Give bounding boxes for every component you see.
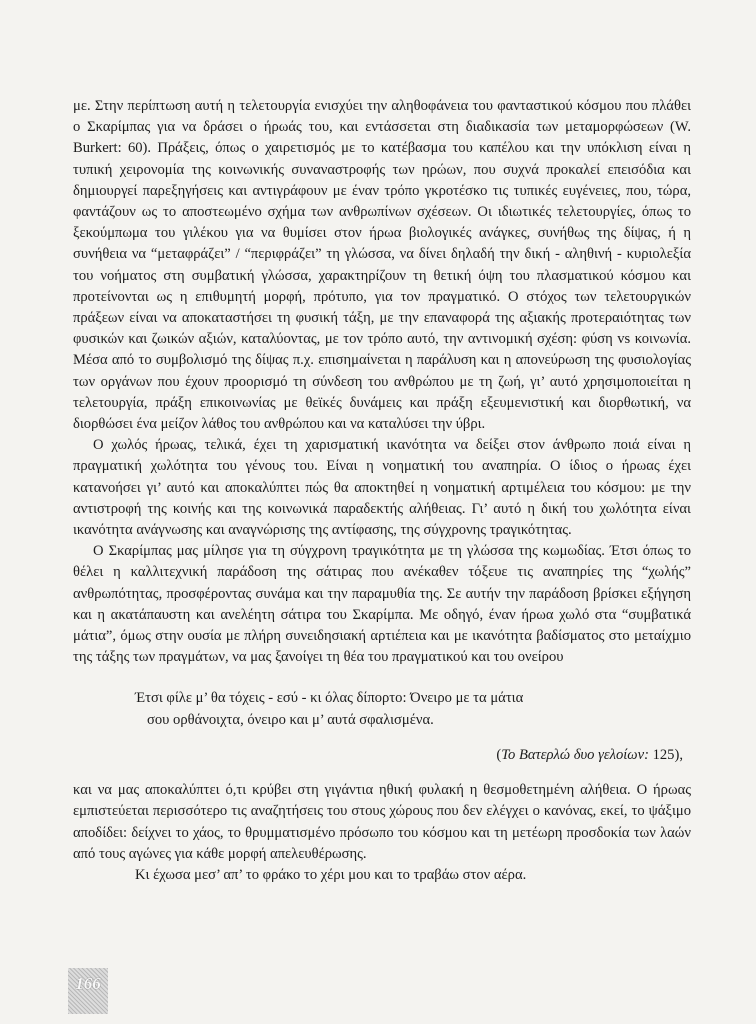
page-body bbox=[73, 96, 691, 886]
quote-line-1: Έτσι φίλε μ’ θα τόχεις - εσύ - κι όλας δίπορτο: Όνειρο με τα μάτια bbox=[135, 690, 524, 707]
quote-source bbox=[73, 745, 691, 766]
paragraph-2: Ο χωλός ήρωας, τελικά, έχει τη χαρισματική ικανότητα να δείξει στον άνθρωπο ποιά είναι η πραγματική χωλότητα του γένους του. Είναι η νοηματική του αναπηρία. Ο ίδιος ο ήρωας έχει κατανοήσει γι’ αυτό και αποκαλύπτει πώς θα αποκτηθεί η νοηματική αρτιμέλεια του κόσμου: με την αντιστροφή της κοινής και της κοινωνικά παραδεκτής αλήθειας. Γι’ αυτό η δική του χωλότητα είναι ικανότητα ανάγνωσης και αναγνώρισης της αντίφασης, της σύγχρονης τραγικότητας. bbox=[73, 437, 691, 539]
source-page: 125), bbox=[648, 746, 683, 763]
paragraph-3: Ο Σκαρίμπας μας μίλησε για τη σύγχρονη τραγικότητα με τη γλώσσα της κωμωδίας. Έτσι όπως το θέλει η καλλιτεχνική παράδοση της σάτιρας που ανέκαθεν τόξευε τις αναπηρίες της “χωλής” ανθρωπότητας, προσφέροντας συνάμα και την παραμυθία της. Σε αυτήν την παράδοση βρίσκει εξήγηση και η ακατάπαυστη και ανελέητη σάτιρα του Σκαρίμπα. Με οδηγό, έναν ήρωα χωλό στα “συμβατικά μάτια”, όμως στην ουσία με πλήρη συνειδησιακή αρτιέπεια και με ικανότητα βαδίσματος στο μεταίχμιο της τάξης των πραγμάτων, να μας ξανοίγει τη θέα του πραγματικού και του ονείρου bbox=[73, 543, 691, 666]
paragraph-continuation: και να μας αποκαλύπτει ό,τι κρύβει στη γιγάντια ηθική φυλακή η θεσμοθετημένη αλήθεια. Ο ήρωας εμπιστεύεται περισσότερο τις αναζητήσεις του στους χώρους που δεν ελέγχει ο κανόνας, εκεί, το ψάξιμο αποδίδει: δείχνει το χάος, το θρυμματισμένο πρόσωπο του κόσμου και τη μετέωρη προσδοκία των λαών από τους αγώνες για κάθε μορφή απελευθέρωσης. bbox=[73, 782, 691, 862]
block-quote bbox=[135, 688, 691, 730]
source-title: Το Βατερλώ δυο γελοίων: bbox=[501, 746, 649, 763]
paragraph-1: με. Στην περίπτωση αυτή η τελετουργία ενισχύει την αληθοφάνεια του φανταστικού κόσμου που πλάθει ο Σκαρίμπας για να δράσει ο ήρωάς του, και εντάσσεται στη διαδικασία των μεταμορφώσεων (W. Burkert: 60). Πράξεις, όπως ο χαιρετισμός με το κατέβασμα του καπέλου και την υπόκλιση είναι η τυπική χειρονομία της κοινωνικής συναναστροφής των ηρώων, που συχνά προκαλεί επεισόδια και δημιουργεί παρεξηγήσεις και αντιγράφουν με έναν τρόπο γκροτέσκο τις τυπικές ευγένειες, που, τώρα, φαντάζουν ως το αποστεωμένο σχήμα των ανθρωπίνων σχέσεων. Οι ιδιωτικές τελετουργίες, όπως το ξεκούμπωμα του γιλέκου για να θυμίσει στον ήρωα βιολογικές ανάγκες, συνήθως της δίψας, ή η συνήθεια να “μεταφράζει” / “περιφράζει” τη γλώσσα, να δίνει δηλαδή την δική - αληθινή - κυριολεξία του νοήματος στη συμβατική γλώσσα, χαρακτηρίζουν τη θετική όψη του πλασματικού κόσμου και προτείνονται ως η επιθυμητή μορφή, πρότυπο, για τον πραγματικό. Ο στόχος των τελετουργικών πράξεων είναι να αποκαταστήσει τη φυσική τάξη, με την επαναφορά της αξιακής προτεραιότητας των φυσικών και ζωικών αξιών, καταλύοντας, με τον τρόπο αυτό, την αντινομική σχέση: φύση vs κοινωνία. Μέσα από το συμβολισμό της δίψας π.χ. επισημαίνεται η παράλυση και η απονεύρωση της φυσιολογίας των οργάνων που έχουν προορισμό τη σύνδεση του ανθρώπου με τη ζωή, γι’ αυτό χρησιμοποιείται η τελετουργία, πράξη επικοινωνίας με θεϊκές δυνάμεις και πράξη εξευμενιστική και διορθωτική, να διορθώσει ένα μείζον λάθος του ανθρώπου και να καταλύσει την ύβρι. bbox=[73, 98, 691, 433]
page-number: 166 bbox=[68, 968, 108, 1014]
closing-line: Κι έχωσα μεσ’ απ’ το φράκο το χέρι μου και το τραβάω στον αέρα. bbox=[135, 866, 527, 883]
quote-line-2: σου ορθάνοιχτα, όνειρο και μ’ αυτά σφαλισμένα. bbox=[147, 711, 434, 728]
source-open: ( bbox=[496, 746, 502, 763]
